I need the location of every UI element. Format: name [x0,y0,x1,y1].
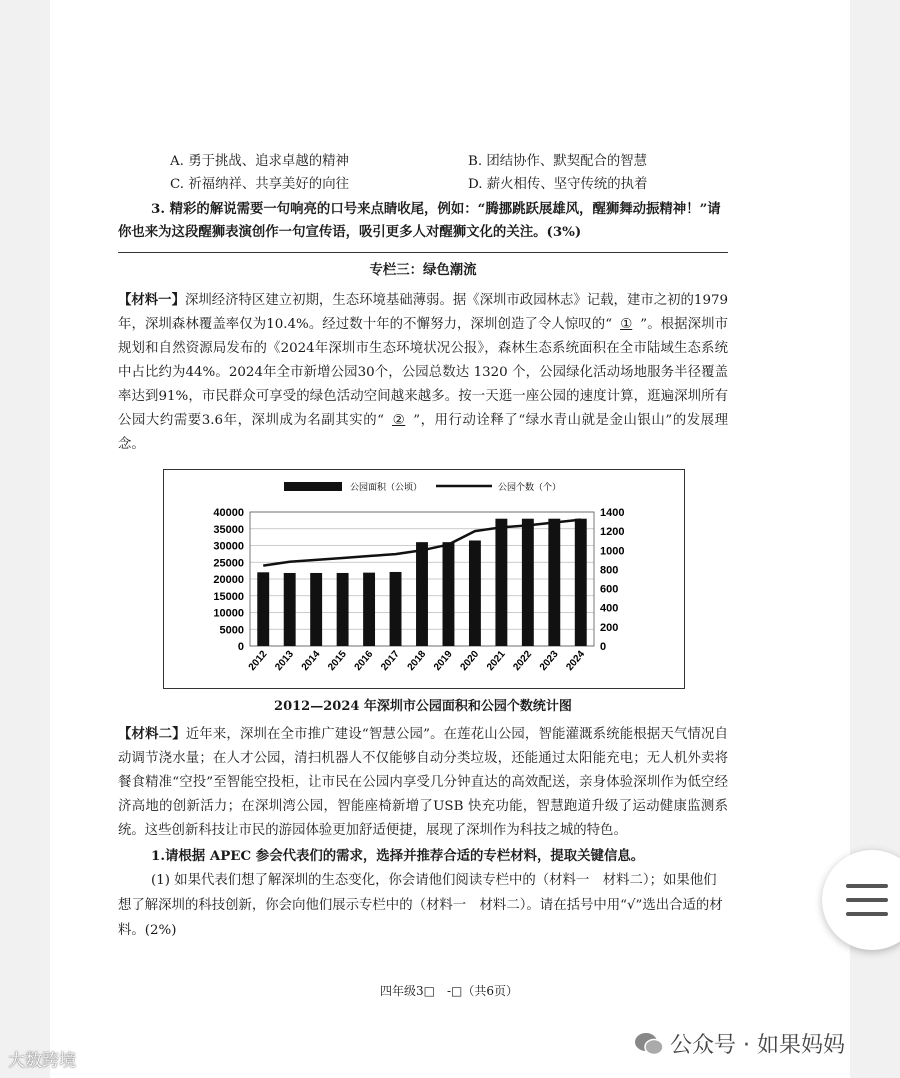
option-b: B. 团结协作、默契配合的智慧 [468,154,648,169]
right-tick-label: 0 [600,641,607,653]
option-d: D. 薪火相传、坚守传统的执着 [468,177,648,192]
page-content [118,150,728,943]
material-two-text: 近年来，深圳在全市推广建设“智慧公园”。在莲花山公园，智能灌溉系统能根据天气情况自动调节浇水量；在人才公园，清扫机器人不仅能够自动分类垃圾，还能通过太阳能充电；无人机外卖将餐食精准“空投”至智能空投柜，让市民在公园内享受几分钟直达的高效配送，亲身体验深圳作为低空经济高地的创新活力；在深圳湾公园，智能座椅新增了USB 快充功能，智慧跑道升级了运动健康监测系统。这些创新科技让市民的游园体验更加舒适便捷，展现了深圳作为科技之城的特色。 [118,727,728,838]
x-tick-label: 2012 [246,648,270,673]
section-title: 专栏三：绿色潮流 [369,262,477,278]
wechat-watermark-text: 公众号 · 如果妈妈 [670,1033,845,1058]
chart-caption: 2012—2024 年深圳市公园面积和公园个数统计图 [274,699,572,714]
material-one [118,288,728,457]
left-tick-label: 25000 [213,557,244,570]
x-tick-label: 2015 [326,648,349,673]
menu-icon-bar [846,912,888,916]
question-1: 1.请根据 APEC 参会代表们的需求，选择并推荐合适的专栏材料，提取关键信息。 [151,848,645,864]
legend-label-area: 公园面积（公顷） [350,482,423,492]
x-tick-label: 2016 [352,648,376,673]
bar [390,572,402,646]
bar [284,573,296,646]
x-tick-label: 2018 [405,648,429,673]
wechat-watermark [634,1028,845,1059]
bar [337,573,349,646]
bar [522,519,534,646]
left-tick-label: 5000 [219,624,244,637]
material-two-tag: 【材料二】 [118,726,186,742]
left-tick-label: 40000 [213,507,244,519]
right-tick-label: 1000 [600,545,625,558]
right-tick-label: 1200 [600,526,625,539]
legend-label-count: 公园个数（个） [498,482,562,492]
right-tick-label: 600 [600,583,619,596]
blank-2: ② [392,413,406,428]
legend-bar-swatch [284,482,342,491]
menu-icon-bar [846,898,888,902]
material-one-tag: 【材料一】 [118,292,185,308]
x-tick-label: 2021 [484,648,508,673]
x-tick-label: 2017 [379,648,402,673]
question-3: 3. 精彩的解说需要一句响亮的口号来点睛收尾，例如：“腾挪跳跃展雄风，醒狮舞动振精神！”请你也来为这段醒狮表演创作一句宣传语，吸引更多人对醒狮文化的关注。(3%) [118,201,721,240]
option-a: A. 勇于挑战、追求卓越的精神 [170,154,349,169]
park-chart [163,469,685,689]
bar [257,572,269,646]
bar [495,519,507,646]
bar [416,542,428,646]
x-tick-label: 2022 [511,648,535,673]
question-1-sub: (1) 如果代表们想了解深圳的生态变化，你会请他们阅读专栏中的（材料一 材料二）；如果他们想了解深圳的科技创新，你会向他们展示专栏中的（材料一 材料二）。请在括号中用“√”选出合适的材料。(2%) [118,873,723,938]
page-footer: 四年级3□ -□（共6页） [380,984,519,998]
bar [469,540,481,646]
right-tick-label: 400 [600,602,619,615]
right-tick-label: 800 [600,564,619,577]
menu-icon-bar [846,884,888,888]
corner-watermark: 大数跨境 [8,1051,76,1071]
x-tick-label: 2014 [299,648,323,673]
material-one-text-2: ”。根据深圳市规划和自然资源局发布的《2024年深圳市生态环境状况公报》，森林生态系统面积在全市陆域生态系统中占比约为44%。2024年全市新增公园30个，公园总数达 1320 个，公园绿化活动场地服务半径覆盖率达到91%，市民群众可享受的绿色活动空间越来越多。按一天逛一座公园的速度计算，逛遍深圳所有公园大约需要3.6年，深圳成为名副其实的“ [118,317,728,428]
bar [548,519,560,646]
left-tick-label: 15000 [213,590,244,603]
material-two [118,722,728,843]
chart-svg [164,470,684,688]
material-one-text-3: ”，用行动诠释了“绿水青山就是金山银山”的发展理念。 [118,413,729,452]
right-tick-label: 1400 [600,507,625,519]
x-tick-label: 2023 [537,648,561,673]
bar [575,519,587,646]
left-tick-label: 10000 [213,607,244,620]
left-tick-label: 35000 [213,523,244,536]
bar [443,542,455,646]
bar [363,573,375,646]
material-one-text-1: 深圳经济特区建立初期，生态环境基础薄弱。据《深圳市政园林志》记载，建市之初的1979年，深圳森林覆盖率仅为10.4%。经过数十年的不懈努力，深圳创造了令人惊叹的“ [118,293,728,332]
x-tick-label: 2020 [458,648,482,673]
wechat-icon [634,1031,664,1057]
options-grid [118,150,728,196]
left-tick-label: 30000 [213,540,244,553]
left-tick-label: 0 [237,641,244,653]
x-tick-label: 2013 [273,648,296,673]
left-tick-label: 20000 [213,574,244,586]
divider-rule [118,252,728,253]
bar [310,573,322,646]
right-tick-label: 200 [600,621,619,634]
blank-1: ① [620,317,633,332]
x-tick-label: 2019 [432,648,455,673]
x-tick-label: 2024 [564,648,588,673]
option-c: C. 祈福纳祥、共享美好的向往 [170,177,349,192]
